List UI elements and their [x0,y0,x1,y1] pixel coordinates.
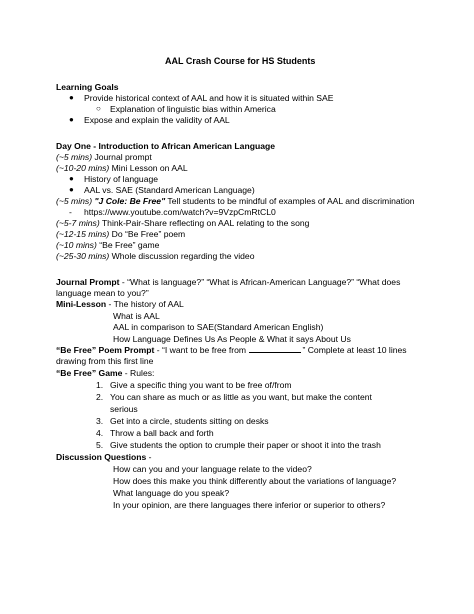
bullet-circle: ○ [96,104,101,113]
journal-prompt-continued: language mean to you?” [56,288,149,298]
mini-lesson-subtopic: AAL in comparison to SAE(Standard American English) [113,322,324,332]
fill-in-blank [249,345,301,353]
mini-lesson-label: Mini-Lesson [56,299,107,309]
document-title: AAL Crash Course for HS Students [165,56,316,66]
mini-lesson-text: - The history of AAL [106,299,184,309]
schedule-time: (~5 mins) [56,196,93,206]
schedule-text: Think-Pair-Share reflecting on AAL relating to the song [99,218,310,228]
bullet-dot: ● [69,185,74,194]
schedule-time: (~10-20 mins) [56,163,110,173]
learning-goal-item: Provide historical context of AAL and how it is situated within SAE [84,93,334,103]
learning-goal-subitem: Explanation of linguistic bias within America [110,104,276,114]
schedule-line [56,251,255,261]
schedule-text: Do “Be Free” poem [109,229,186,239]
mini-lesson-topic: History of language [84,174,159,184]
schedule-line [56,229,185,239]
mini-lesson-subtopic: How Language Defines Us As People & What it says About Us [113,334,351,344]
day-one-heading: Day One - Introduction to African American Language [56,141,276,151]
link-dash: - [69,207,72,217]
discussion-text: - [146,452,152,462]
bullet-dot: ● [69,115,74,124]
schedule-text: Journal prompt [92,152,152,162]
poem-prompt-text: - “I want to be free from [154,345,249,355]
schedule-text: Tell students to be mindful of examples of AAL and discrimination [165,196,415,206]
poem-prompt [56,345,407,355]
learning-goal-item: Expose and explain the validity of AAL [84,115,230,125]
rule-text: Give a specific thing you want to be free of/from [110,380,292,390]
game-label: “Be Free” Game [56,368,123,378]
poem-prompt-continued: drawing from this first line [56,356,154,366]
rule-number: 3. [96,416,104,426]
learning-goals-heading: Learning Goals [56,82,119,92]
rule-number: 4. [96,428,104,438]
journal-prompt-text: - “What is language?” “What is African-American Language?” “What does [119,277,401,287]
rule-number: 2. [96,392,104,402]
mini-lesson [56,299,184,309]
schedule-line [56,152,152,162]
schedule-time: (~5 mins) [56,152,93,162]
rule-number: 5. [96,440,104,450]
discussion-questions [56,452,152,462]
rule-text: Throw a ball back and forth [110,428,214,438]
schedule-time: (~25-30 mins) [56,251,110,261]
schedule-line [56,240,159,250]
schedule-text: Mini Lesson on AAL [109,163,188,173]
journal-prompt-label: Journal Prompt [56,277,120,287]
rule-text: Get into a circle, students sitting on desks [110,416,269,426]
game-text: - Rules: [122,368,155,378]
mini-lesson-topic: AAL vs. SAE (Standard American Language) [84,185,255,195]
bullet-dot: ● [69,93,74,102]
schedule-text: “Be Free” game [96,240,160,250]
discussion-question: What language do you speak? [113,488,230,498]
rule-text: You can share as much or as little as you want, but make the content [110,392,372,402]
bullet-dot: ● [69,174,74,183]
discussion-label: Discussion Questions [56,452,147,462]
discussion-question: How does this make you think differently about the variations of language? [113,476,397,486]
schedule-text: Whole discussion regarding the video [109,251,255,261]
schedule-line [56,196,415,206]
discussion-question: In your opinion, are there languages there inferior or superior to others? [113,500,386,510]
song-title: "J Cole: Be Free" [92,196,166,206]
schedule-time: (~12-15 mins) [56,229,110,239]
discussion-question: How can you and your language relate to the video? [113,464,312,474]
journal-prompt [56,277,400,287]
rule-number: 1. [96,380,104,390]
schedule-line [56,218,309,228]
poem-prompt-label: “Be Free” Poem Prompt [56,345,155,355]
schedule-line [56,163,188,173]
poem-prompt-text-end: ” Complete at least 10 lines [302,345,407,355]
video-link[interactable]: https://www.youtube.com/watch?v=9VzpCmRtCL0 [84,207,276,217]
schedule-time: (~5-7 mins) [56,218,100,228]
mini-lesson-subtopic: What is AAL [113,311,160,321]
schedule-time: (~10 mins) [56,240,97,250]
rule-text: Give students the option to crumple their paper or shoot it into the trash [110,440,381,450]
game-rules [56,368,154,378]
rule-text-continued: serious [110,404,138,414]
